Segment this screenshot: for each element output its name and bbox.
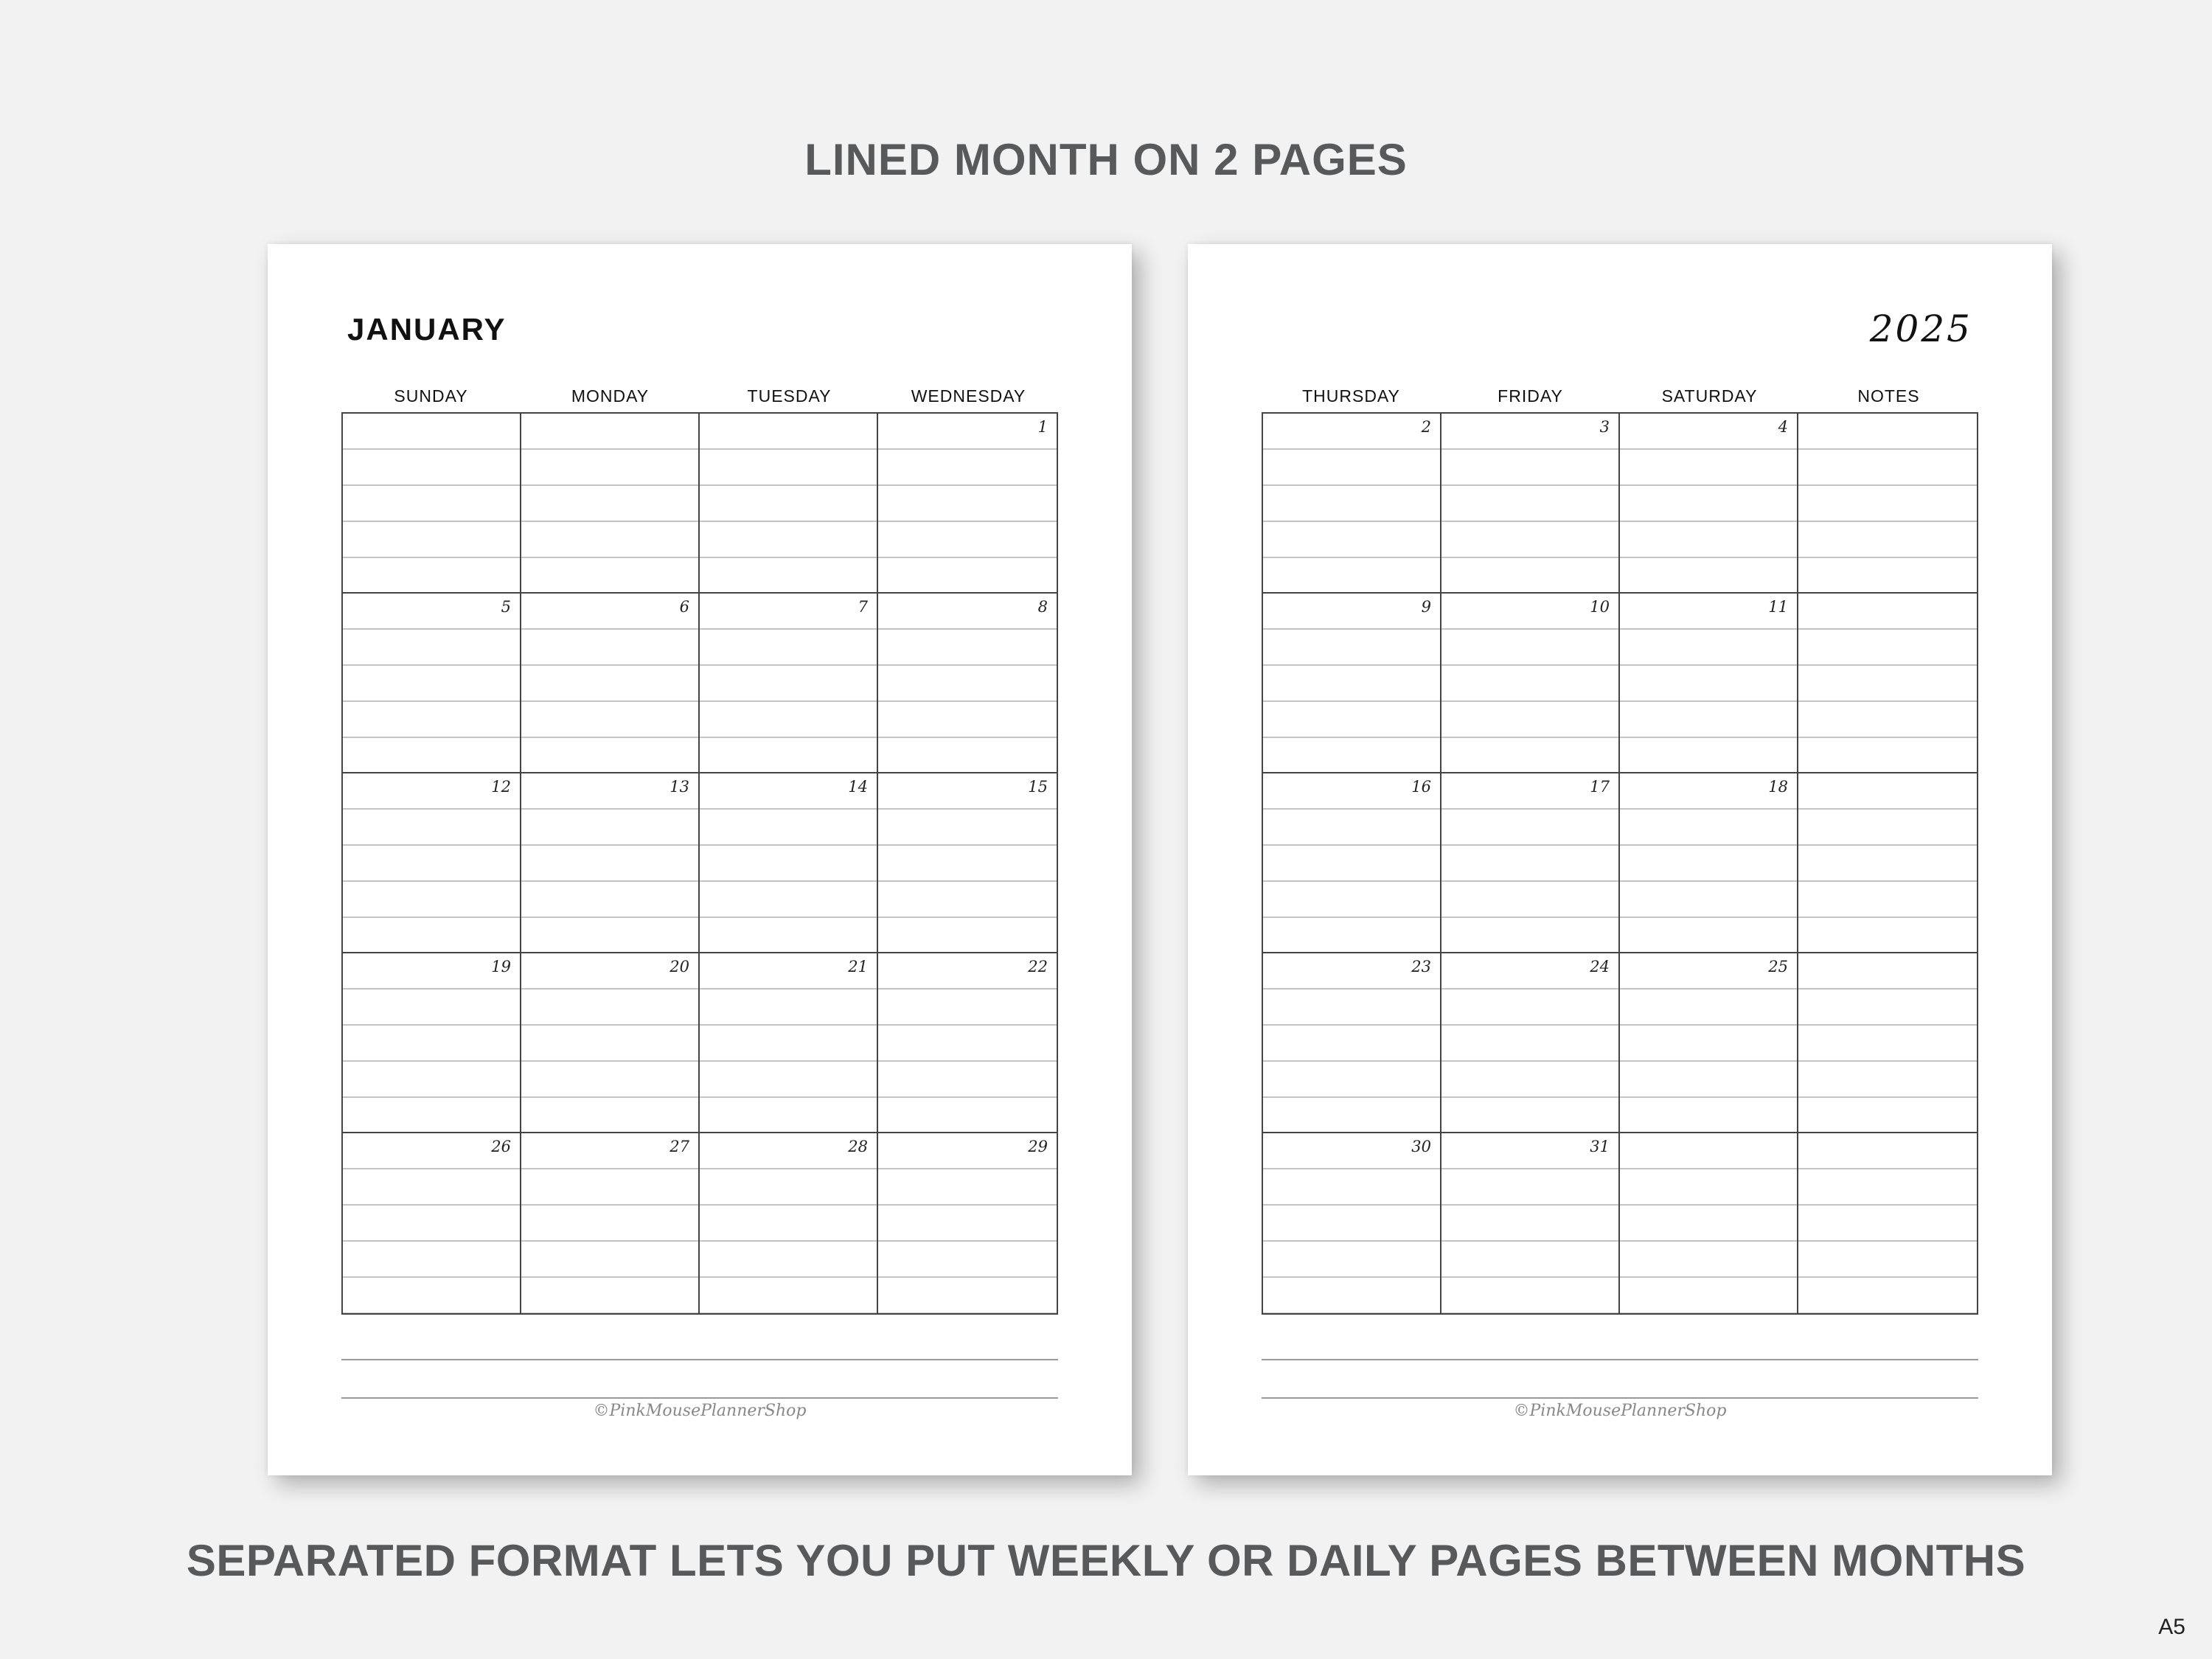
calendar-cell (343, 1133, 521, 1313)
calendar-cell (1263, 953, 1441, 1133)
calendar-cell (343, 594, 521, 773)
date-number: 1 (1037, 418, 1048, 436)
calendar-cell (1441, 594, 1620, 773)
date-number: 15 (1028, 778, 1048, 796)
shop-credit: ©PinkMousePlannerShop (593, 1402, 807, 1420)
day-headers-right (1262, 386, 1978, 406)
day-header: MONDAY (571, 386, 650, 406)
day-headers-left (341, 386, 1058, 406)
day-header: SATURDAY (1661, 386, 1758, 406)
calendar-cell (878, 594, 1057, 773)
date-number: 26 (491, 1138, 511, 1155)
date-number: 23 (1411, 958, 1431, 975)
calendar-cell (700, 953, 878, 1133)
date-number: 30 (1411, 1138, 1431, 1155)
calendar-cell (878, 953, 1057, 1133)
left-planner-page (268, 244, 1132, 1475)
date-number: 21 (848, 958, 868, 975)
day-header: FRIDAY (1498, 386, 1563, 406)
calendar-cell (700, 594, 878, 773)
footer-rule (341, 1359, 1058, 1360)
day-header: THURSDAY (1302, 386, 1400, 406)
date-number: 10 (1590, 598, 1610, 616)
date-number: 29 (1028, 1138, 1048, 1155)
notes-header: NOTES (1857, 386, 1920, 406)
page-headline: LINED MONTH ON 2 PAGES (804, 135, 1408, 184)
date-number: 12 (491, 778, 511, 796)
date-number: 7 (858, 598, 868, 616)
shop-credit: ©PinkMousePlannerShop (1513, 1402, 1727, 1420)
calendar-cell (1441, 414, 1620, 594)
date-number: 31 (1590, 1138, 1610, 1155)
date-number: 25 (1768, 958, 1788, 975)
calendar-cell (343, 953, 521, 1133)
calendar-cell (343, 414, 521, 594)
calendar-cell (700, 414, 878, 594)
calendar-cell (1263, 594, 1441, 773)
month-title: JANUARY (347, 312, 507, 347)
date-number: 9 (1421, 598, 1431, 616)
calendar-cell (1263, 1133, 1441, 1313)
date-number: 28 (848, 1138, 868, 1155)
caption: SEPARATED FORMAT LETS YOU PUT WEEKLY OR DAILY PAGES BETWEEN MONTHS (186, 1536, 2026, 1585)
calendar-cell (1441, 773, 1620, 953)
notes-cell (1798, 1133, 1977, 1313)
calendar-cell (878, 773, 1057, 953)
footer-rule (1262, 1359, 1978, 1360)
date-number: 8 (1037, 598, 1048, 616)
calendar-cell (1263, 414, 1441, 594)
calendar-cell (1441, 953, 1620, 1133)
footer-rule (1262, 1397, 1978, 1399)
calendar-cell (521, 1133, 700, 1313)
calendar-grid-left (341, 412, 1058, 1315)
date-number: 6 (679, 598, 689, 616)
calendar-cell (521, 773, 700, 953)
date-number: 2 (1421, 418, 1431, 436)
notes-cell (1798, 594, 1977, 773)
calendar-cell (878, 1133, 1057, 1313)
calendar-cell (700, 1133, 878, 1313)
date-number: 16 (1411, 778, 1431, 796)
date-number: 27 (669, 1138, 689, 1155)
calendar-cell (521, 414, 700, 594)
date-number: 5 (501, 598, 511, 616)
date-number: 17 (1590, 778, 1610, 796)
date-number: 4 (1778, 418, 1788, 436)
day-header: TUESDAY (747, 386, 832, 406)
calendar-cell (1620, 953, 1798, 1133)
calendar-cell (1620, 594, 1798, 773)
date-number: 20 (669, 958, 689, 975)
day-header: SUNDAY (394, 386, 468, 406)
calendar-cell (1620, 1133, 1798, 1313)
date-number: 22 (1028, 958, 1048, 975)
day-header: WEDNESDAY (911, 386, 1026, 406)
calendar-cell (521, 953, 700, 1133)
size-label: A5 (2158, 1615, 2185, 1639)
calendar-grid-right (1262, 412, 1978, 1315)
date-number: 13 (669, 778, 689, 796)
calendar-cell (343, 773, 521, 953)
year-title: 2025 (1869, 307, 1972, 350)
calendar-cell (1263, 773, 1441, 953)
notes-cell (1798, 773, 1977, 953)
date-number: 11 (1768, 598, 1788, 616)
notes-cell (1798, 414, 1977, 594)
calendar-cell (878, 414, 1057, 594)
date-number: 3 (1599, 418, 1610, 436)
footer-rule (341, 1397, 1058, 1399)
date-number: 14 (848, 778, 868, 796)
notes-cell (1798, 953, 1977, 1133)
right-planner-page (1188, 244, 2052, 1475)
date-number: 24 (1590, 958, 1610, 975)
calendar-cell (521, 594, 700, 773)
date-number: 19 (491, 958, 511, 975)
date-number: 18 (1768, 778, 1788, 796)
calendar-cell (1620, 773, 1798, 953)
calendar-cell (1620, 414, 1798, 594)
calendar-cell (700, 773, 878, 953)
calendar-cell (1441, 1133, 1620, 1313)
